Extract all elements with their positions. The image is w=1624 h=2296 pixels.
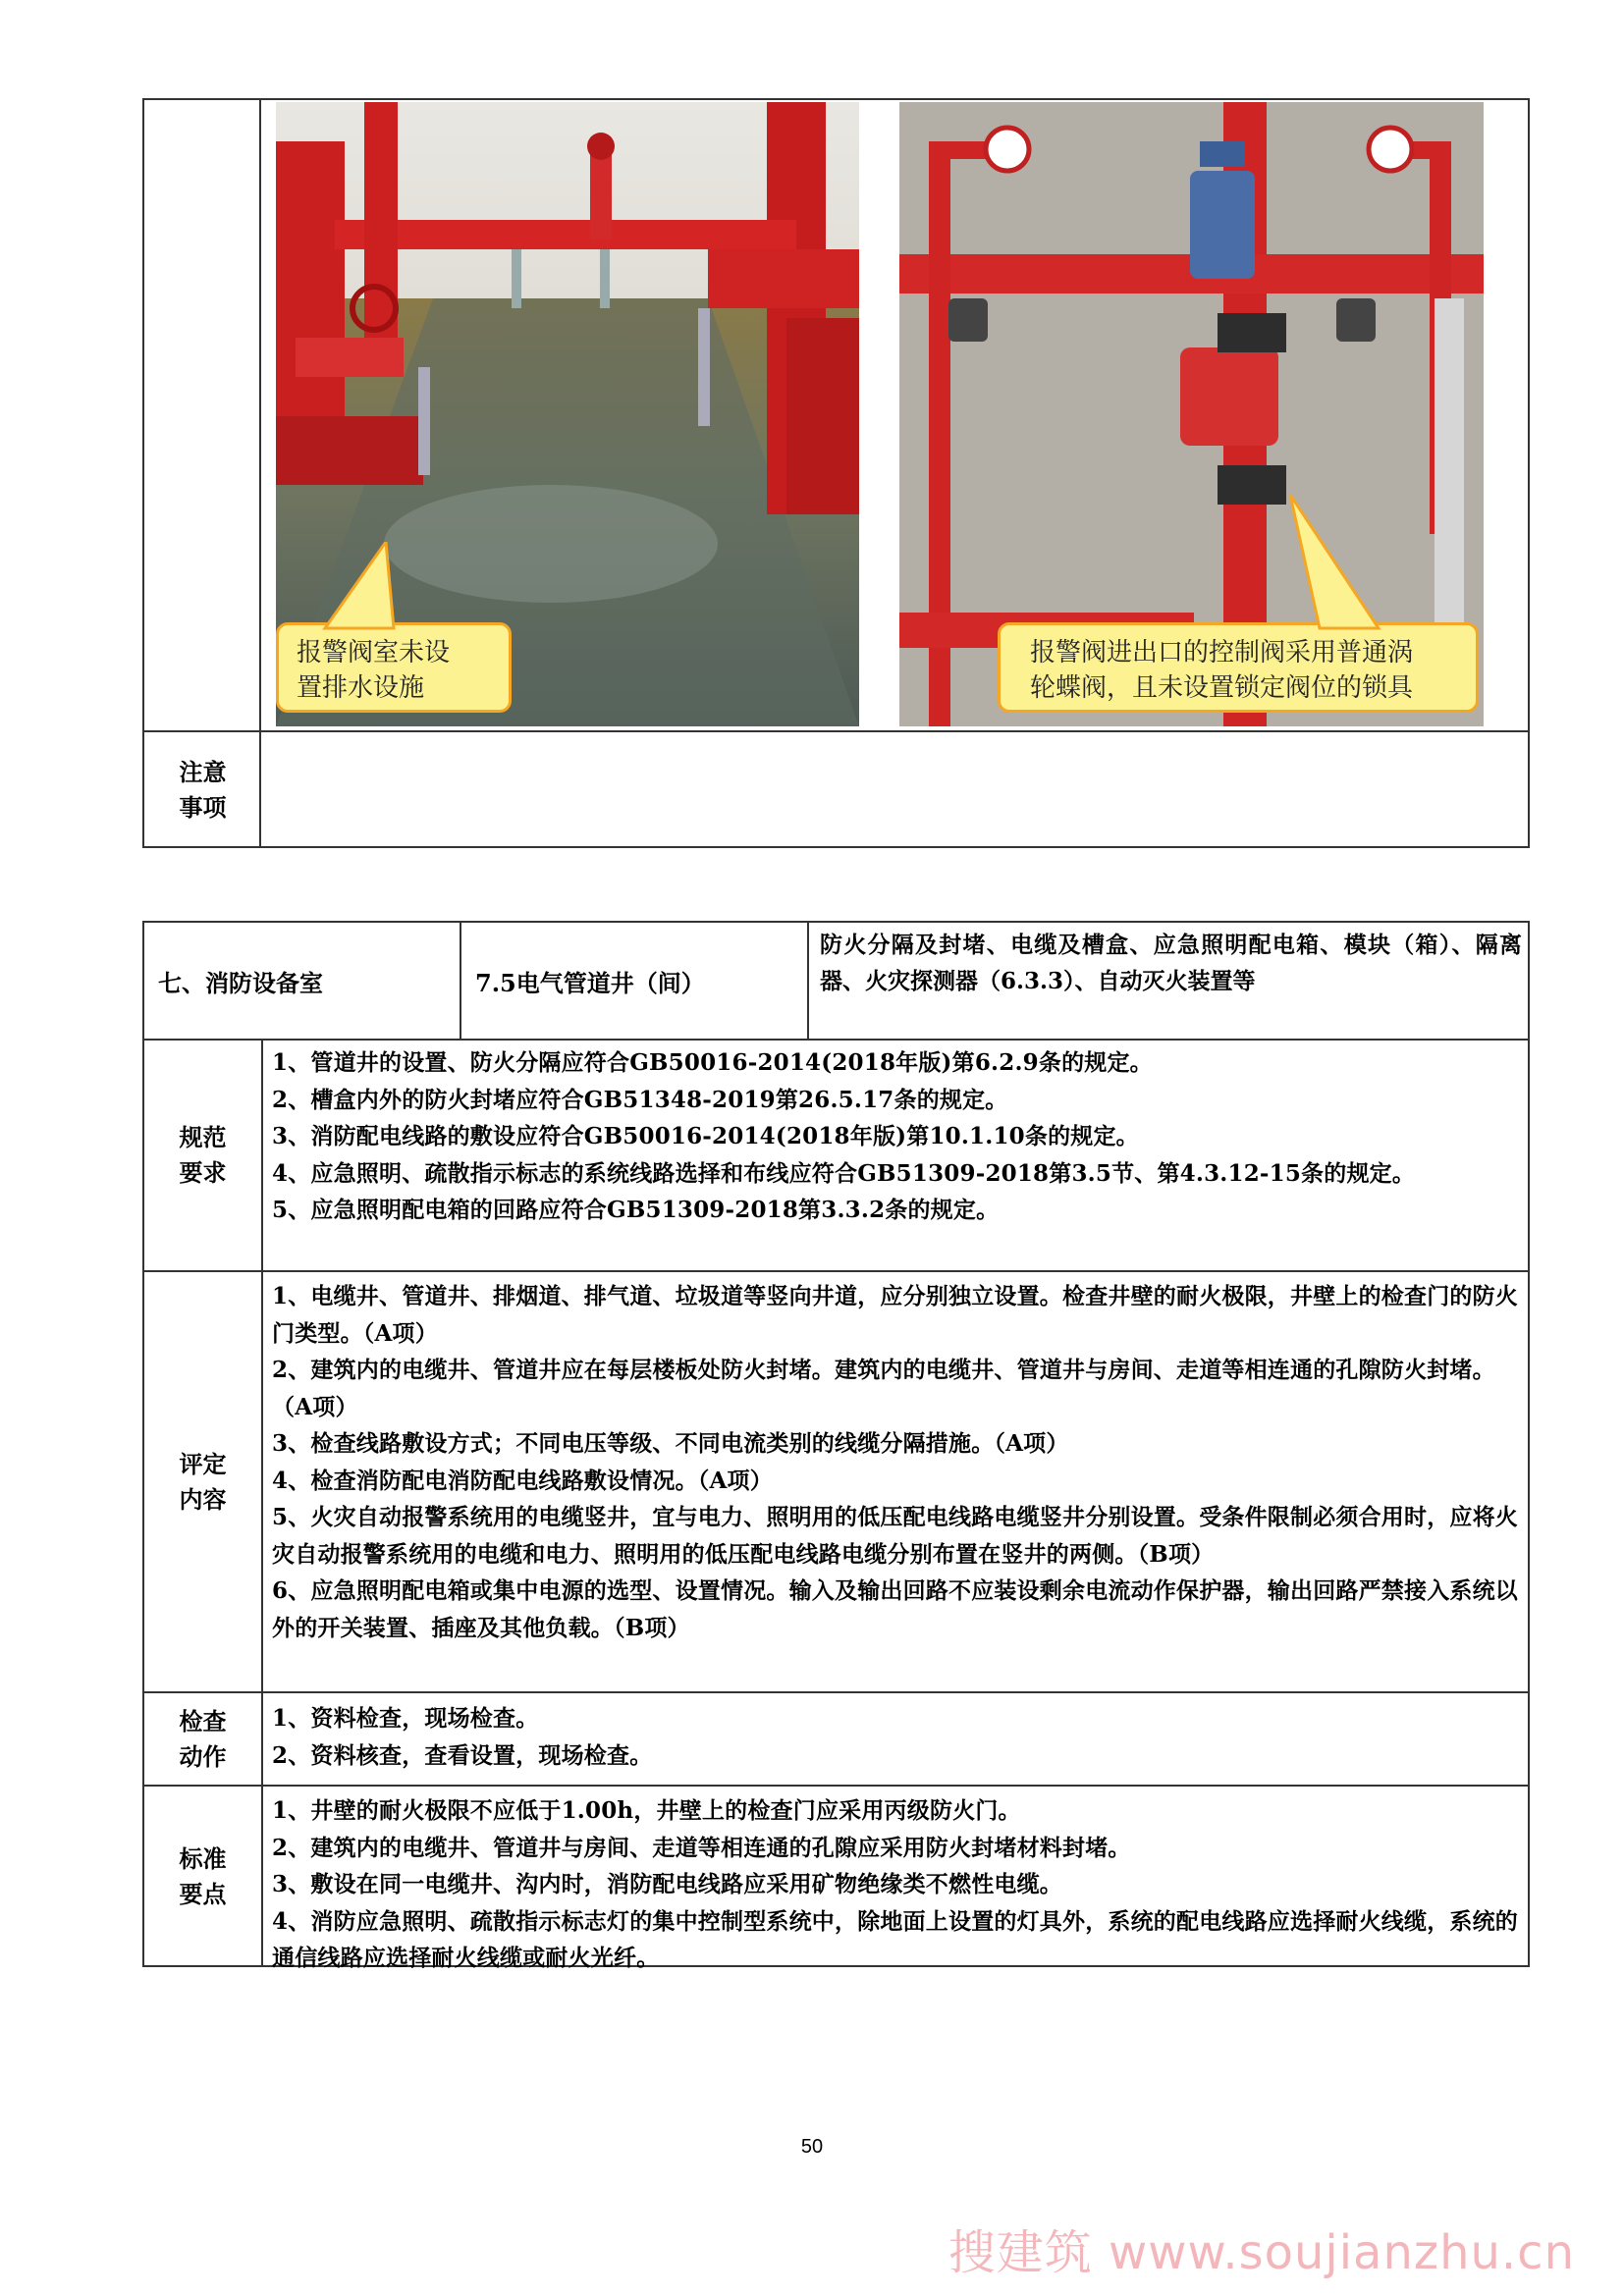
standard-point-item: 4、消防应急照明、疏散指示标志灯的集中控制型系统中，除地面上设置的灯具外，系统的配电线路应选择耐火线缆，系统的通信线路应选择耐火线缆或耐火光纤。	[272, 1907, 1519, 1971]
requirement-item: 4、应急照明、疏散指示标志的系统线路选择和布线应符合GB51309-2018第3.5节、第4.3.12-15条的规定。	[272, 1159, 1416, 1187]
requirements-content	[272, 1044, 1519, 1229]
row-label-requirements: 规范 要求	[179, 1123, 227, 1187]
requirement-item: 2、槽盒内外的防火封堵应符合GB51348-2019第26.5.17条的规定。	[272, 1086, 1008, 1113]
callout-pointer	[315, 542, 404, 630]
evaluation-item: 4、检查消防配电消防配电线路敷设情况。（A项）	[272, 1467, 773, 1494]
requirement-item: 3、消防配电线路的敷设应符合GB50016-2014(2018年版)第10.1.10条的规定。	[272, 1123, 1139, 1149]
evaluation-item: 5、火灾自动报警系统用的电缆竖井，宜与电力、照明用的低压配电线路电缆竖井分别设置。受条件限制必须合用时，应将火灾自动报警系统用的电缆和电力、照明用的低压配电线路电缆分别布置在竖井的两侧。（B项）	[272, 1504, 1519, 1568]
standard-point-item: 3、敷设在同一电缆井、沟内时，消防配电线路应采用矿物绝缘类不燃性电缆。	[272, 1871, 1063, 1897]
section-category: 七、消防设备室	[158, 968, 323, 997]
standard-point-item: 1、井壁的耐火极限不应低于1.00h，井壁上的检查门应采用丙级防火门。	[272, 1797, 1021, 1824]
callout-valve-issue: 报警阀进出口的控制阀采用普通涡 轮蝶阀，且未设置锁定阀位的锁具	[998, 622, 1479, 713]
inspection-actions-content	[272, 1700, 1519, 1774]
notes-label: 注意 事项	[179, 758, 227, 822]
header-divider	[807, 923, 809, 1039]
row-label-standard-points: 标准 要点	[179, 1844, 227, 1908]
inspection-action-item: 2、资料核查，查看设置，现场检查。	[272, 1741, 653, 1769]
row-divider	[144, 1691, 1528, 1693]
inspection-table	[142, 921, 1530, 1971]
callout-no-drainage: 报警阀室未设 置排水设施	[276, 622, 512, 713]
evaluation-item: 2、建筑内的电缆井、管道井应在每层楼板处防火封堵。建筑内的电缆井、管道井与房间、走道等相连通的孔隙防火封堵。（A项）	[272, 1357, 1495, 1420]
row-label-inspection-actions: 检查 动作	[179, 1706, 227, 1771]
alarm-valve-room-photo	[276, 102, 859, 726]
section-scope: 防火分隔及封堵、电缆及槽盒、应急照明配电箱、模块（箱）、隔离器、火灾探测器（6.3.3）、自动灭火装置等	[820, 932, 1522, 994]
row-label-evaluation: 评定 内容	[179, 1449, 227, 1514]
standard-points-content	[272, 1792, 1519, 1977]
row-divider	[144, 1270, 1528, 1272]
requirement-item: 1、管道井的设置、防火分隔应符合GB50016-2014(2018年版)第6.2.9条的规定。	[272, 1049, 1153, 1076]
requirement-item: 5、应急照明配电箱的回路应符合GB51309-2018第3.3.2条的规定。	[272, 1197, 1000, 1223]
evaluation-content	[272, 1278, 1519, 1646]
row-divider	[144, 1785, 1528, 1787]
row-divider	[144, 1039, 1528, 1041]
watermark: 搜建筑 www.soujianzhu.cn	[947, 2225, 1575, 2280]
page-number: 50	[800, 2136, 824, 2158]
inspection-action-item: 1、资料检查，现场检查。	[272, 1705, 539, 1732]
alarm-valve-photo	[899, 102, 1484, 726]
label-column-divider	[261, 1039, 263, 1967]
evaluation-item: 1、电缆井、管道井、排烟道、排气道、垃圾道等竖向井道，应分别独立设置。检查井壁的耐火极限，井壁上的检查门的防火门类型。（A项）	[272, 1283, 1519, 1347]
header-divider	[460, 923, 461, 1039]
evaluation-item: 6、应急照明配电箱或集中电源的选型、设置情况。输入及输出回路不应装设剩余电流动作保护器，输出回路严禁接入系统以外的开关装置、插座及其他负载。（B项）	[272, 1577, 1519, 1641]
section-item: 7.5电气管道井（间）	[475, 968, 705, 997]
photo-table-row-divider	[144, 730, 1528, 732]
evaluation-item: 3、检查线路敷设方式；不同电压等级、不同电流类别的线缆分隔措施。（A项）	[272, 1430, 1069, 1457]
standard-point-item: 2、建筑内的电缆井、管道井与房间、走道等相连通的孔隙应采用防火封堵材料封堵。	[272, 1834, 1131, 1861]
callout-pointer	[1280, 495, 1388, 632]
